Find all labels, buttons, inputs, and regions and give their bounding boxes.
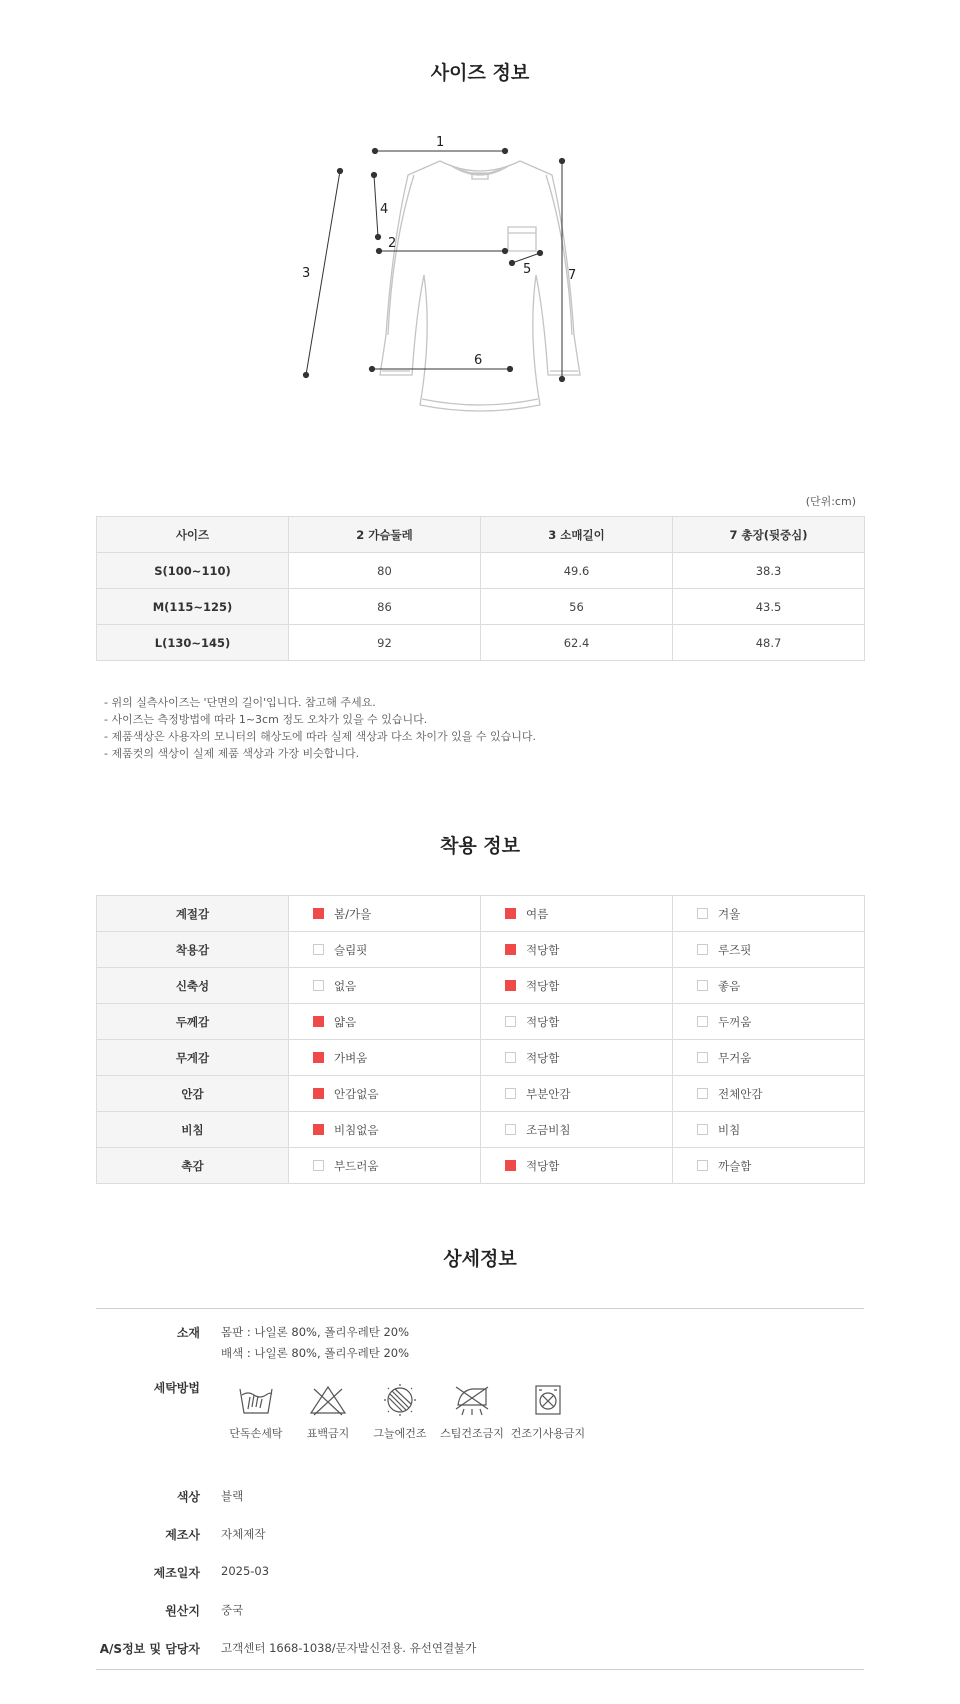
header-sleeve: 3 소매길이: [481, 517, 673, 553]
chest-value: 80: [289, 553, 481, 589]
fit-option-text: 조금비침: [526, 1122, 571, 1137]
fit-option: [673, 1004, 865, 1040]
fit-row-label: 비침: [97, 1112, 289, 1148]
checked-box-icon: [505, 944, 516, 955]
maker-label: 제조사: [165, 1528, 200, 1542]
shade-dry-icon: [380, 1383, 420, 1417]
sleeve-value: 56: [481, 589, 673, 625]
fit-option-text: 적당함: [526, 978, 560, 993]
size-info-title: 사이즈 정보: [430, 62, 530, 84]
unchecked-box-icon: [697, 1160, 708, 1171]
size-name: L(130~145): [97, 625, 289, 661]
fit-option-text: 겨울: [718, 906, 741, 921]
garment-measurement-diagram: [302, 135, 650, 435]
fit-option: [289, 1112, 481, 1148]
fit-option-text: 두꺼움: [718, 1014, 752, 1029]
wash-method: [288, 1383, 368, 1441]
fit-row-label: 착용감: [97, 932, 289, 968]
fit-option-text: 적당함: [526, 942, 560, 957]
fit-option: [673, 1112, 865, 1148]
unchecked-box-icon: [697, 1052, 708, 1063]
fit-option-text: 봄/가을: [334, 906, 372, 921]
wash-text: 건조기사용금지: [510, 1427, 586, 1440]
origin-label: 원산지: [165, 1604, 200, 1618]
unchecked-box-icon: [697, 944, 708, 955]
unchecked-box-icon: [697, 1088, 708, 1099]
length-value: 48.7: [673, 625, 865, 661]
checked-box-icon: [505, 980, 516, 991]
unchecked-box-icon: [313, 944, 324, 955]
fit-option: [289, 1148, 481, 1184]
unchecked-box-icon: [313, 1160, 324, 1171]
as-label: A/S정보 및 담당자: [99, 1642, 200, 1656]
table-row: [97, 553, 865, 589]
note-line: - 사이즈는 측정방법에 따라 1~3cm 정도 오차가 있을 수 있습니다.: [104, 713, 428, 726]
fit-option: [481, 1076, 673, 1112]
fit-option: [481, 1112, 673, 1148]
size-table: [96, 516, 865, 661]
chest-value: 92: [289, 625, 481, 661]
fit-option-text: 무거움: [718, 1050, 752, 1065]
fit-option-text: 비침: [718, 1122, 741, 1137]
wash-method: [360, 1383, 440, 1441]
unchecked-box-icon: [697, 1124, 708, 1135]
wash-text: 스팀건조금지: [440, 1427, 504, 1440]
hand-wash-icon: [236, 1383, 276, 1417]
checked-box-icon: [313, 1052, 324, 1063]
fit-option-text: 적당함: [526, 1050, 560, 1065]
sleeve-value: 49.6: [481, 553, 673, 589]
fit-table: [96, 895, 865, 1184]
table-row: [97, 932, 865, 968]
table-row: [97, 1112, 865, 1148]
detail-info-title: 상세정보: [443, 1248, 517, 1270]
fit-option: [289, 968, 481, 1004]
unchecked-box-icon: [505, 1016, 516, 1027]
checked-box-icon: [313, 1088, 324, 1099]
wash-method: [216, 1383, 296, 1441]
size-name: S(100~110): [97, 553, 289, 589]
fit-option-text: 적당함: [526, 1158, 560, 1173]
fit-row-label: 신축성: [97, 968, 289, 1004]
maker-value: 자체제작: [221, 1527, 266, 1541]
fit-option: [481, 932, 673, 968]
table-row: [97, 625, 865, 661]
no-tumble-dry-icon: [528, 1383, 568, 1417]
table-row: [97, 1004, 865, 1040]
fit-option-text: 얇음: [334, 1014, 357, 1029]
wash-text: 표백금지: [306, 1427, 350, 1440]
fit-row-label: 무게감: [97, 1040, 289, 1076]
unchecked-box-icon: [505, 1052, 516, 1063]
fit-option-text: 좋음: [718, 978, 741, 993]
fit-option: [481, 1040, 673, 1076]
unchecked-box-icon: [697, 1016, 708, 1027]
measure-label-sleeve: 3: [302, 266, 311, 281]
unchecked-box-icon: [697, 980, 708, 991]
fit-option: [481, 1004, 673, 1040]
measure-label-shoulder: 1: [436, 135, 445, 150]
fit-info-title: 착용 정보: [439, 835, 521, 857]
fit-option: [289, 1040, 481, 1076]
material-label: 소재: [176, 1326, 200, 1340]
fit-option-text: 까슬함: [718, 1158, 752, 1173]
fit-option-text: 부드러움: [334, 1158, 379, 1173]
date-label: 제조일자: [153, 1566, 200, 1580]
no-bleach-icon: [308, 1383, 348, 1417]
material-line: 배색 : 나일론 80%, 폴리우레탄 20%: [221, 1346, 410, 1360]
fit-option: [673, 1040, 865, 1076]
color-label: 색상: [176, 1490, 200, 1504]
fit-row-label: 계절감: [97, 896, 289, 932]
fit-option-text: 전체안감: [718, 1086, 763, 1101]
fit-option-text: 가벼움: [334, 1050, 368, 1065]
header-length: 7 총장(뒷중심): [673, 517, 865, 553]
header-size: 사이즈: [97, 517, 289, 553]
table-row: [97, 896, 865, 932]
size-table-header: [97, 517, 865, 553]
color-value: 블랙: [221, 1489, 244, 1503]
chest-value: 86: [289, 589, 481, 625]
measure-label-hem: 6: [474, 353, 483, 368]
unchecked-box-icon: [697, 908, 708, 919]
unit-label: (단위:cm): [805, 495, 856, 508]
unchecked-box-icon: [505, 1088, 516, 1099]
note-line: - 제품컷의 색상이 실제 제품 색상과 가장 비슷합니다.: [104, 747, 360, 760]
date-value: 2025-03: [221, 1564, 270, 1578]
fit-option: [673, 932, 865, 968]
checked-box-icon: [505, 1160, 516, 1171]
fit-row-label: 두께감: [97, 1004, 289, 1040]
as-value: 고객센터 1668-1038/문자발신전용. 유선연결불가: [221, 1641, 477, 1655]
unchecked-box-icon: [313, 980, 324, 991]
origin-value: 중국: [221, 1603, 244, 1617]
note-line: - 제품색상은 사용자의 모니터의 해상도에 따라 실제 색상과 다소 차이가 있을 수 있습니다.: [104, 730, 536, 743]
fit-option-text: 없음: [334, 978, 357, 993]
table-row: [97, 968, 865, 1004]
table-row: [97, 589, 865, 625]
table-row: [97, 1040, 865, 1076]
measure-label-length: 7: [568, 268, 577, 283]
fit-option: [289, 1004, 481, 1040]
measure-label-chest: 2: [388, 236, 397, 251]
fit-option: [289, 932, 481, 968]
fit-option: [673, 968, 865, 1004]
fit-option: [481, 968, 673, 1004]
header-chest: 2 가슴둘레: [289, 517, 481, 553]
checked-box-icon: [505, 908, 516, 919]
wash-text: 그늘에건조: [373, 1427, 427, 1440]
wash-method: [508, 1383, 588, 1441]
fit-option-text: 비침없음: [334, 1122, 379, 1137]
measure-label-sleeve-width: 5: [523, 262, 532, 277]
fit-option: [289, 896, 481, 932]
fit-option: [673, 896, 865, 932]
measure-label-armhole: 4: [380, 202, 389, 217]
detail-info-block: [96, 1308, 864, 1670]
wash-label: 세탁방법: [153, 1381, 200, 1395]
fit-option: [481, 1148, 673, 1184]
size-name: M(115~125): [97, 589, 289, 625]
note-line: - 위의 실측사이즈는 '단면의 길이'입니다. 참고해 주세요.: [104, 696, 376, 709]
fit-option: [289, 1076, 481, 1112]
checked-box-icon: [313, 1016, 324, 1027]
table-row: [97, 1148, 865, 1184]
material-line: 몸판 : 나일론 80%, 폴리우레탄 20%: [221, 1325, 410, 1339]
fit-option: [481, 896, 673, 932]
fit-row-label: 촉감: [97, 1148, 289, 1184]
length-value: 38.3: [673, 553, 865, 589]
sleeve-value: 62.4: [481, 625, 673, 661]
checked-box-icon: [313, 1124, 324, 1135]
wash-method: [432, 1383, 512, 1441]
fit-option-text: 안감없음: [334, 1086, 379, 1101]
fit-option-text: 부분안감: [526, 1086, 571, 1101]
table-row: [97, 1076, 865, 1112]
checked-box-icon: [313, 908, 324, 919]
fit-option: [673, 1148, 865, 1184]
fit-option-text: 여름: [526, 906, 549, 921]
fit-option-text: 슬림핏: [334, 942, 368, 957]
no-steam-iron-icon: [452, 1383, 492, 1417]
length-value: 43.5: [673, 589, 865, 625]
fit-row-label: 안감: [97, 1076, 289, 1112]
wash-text: 단독손세탁: [229, 1427, 283, 1440]
unchecked-box-icon: [505, 1124, 516, 1135]
fit-option-text: 루즈핏: [718, 942, 752, 957]
fit-option: [673, 1076, 865, 1112]
fit-option-text: 적당함: [526, 1014, 560, 1029]
size-notes: [104, 694, 536, 762]
